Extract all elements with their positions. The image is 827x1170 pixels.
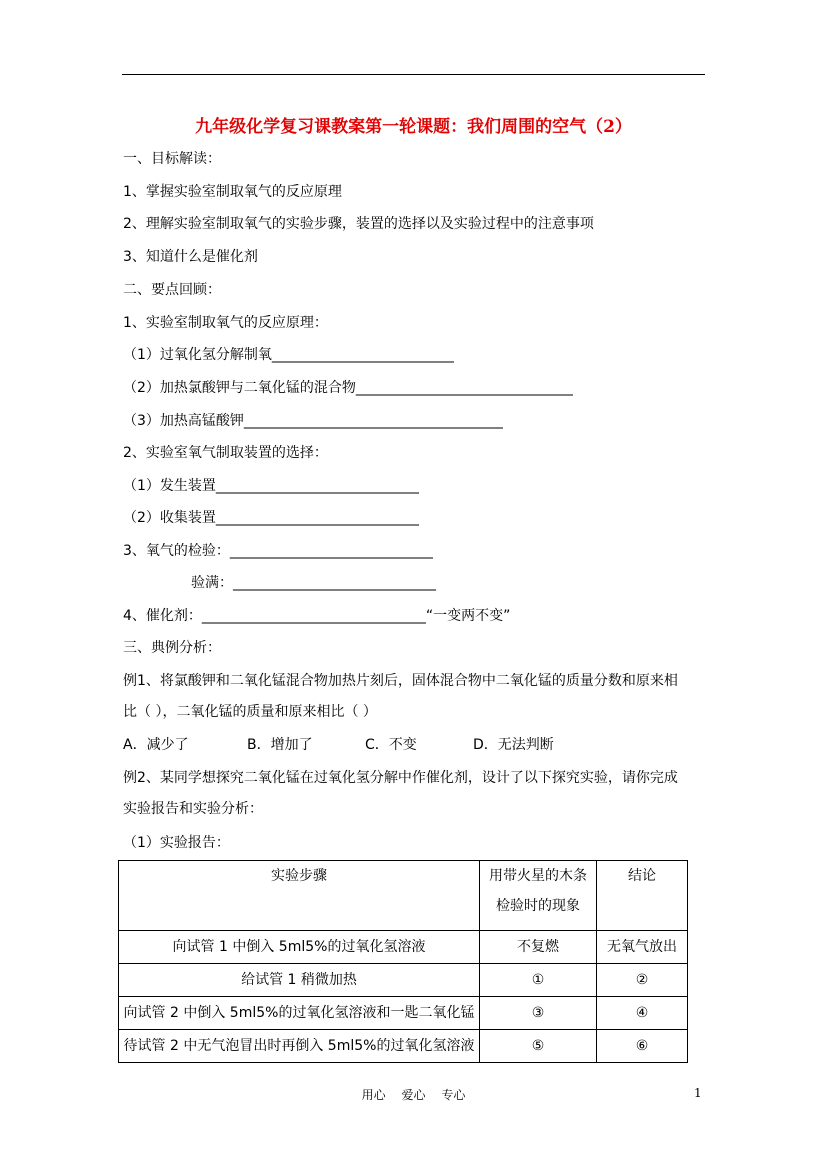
option-c: C．不变 [365,737,417,753]
header-cell-conclusion: 结论 [597,861,688,931]
table-cell-phenomenon: ① [480,964,597,997]
example-2-line-2: 实验报告和实验分析： [123,801,263,817]
table-row [119,1030,688,1063]
review-subitem-1: （1）过氧化氢分解制氧__________________________ [123,347,454,363]
table-row [119,997,688,1030]
table-row [119,931,688,964]
section-goals-heading: 一、目标解读： [123,151,221,167]
table-header-row [119,861,688,931]
review-subitem-2: （2）加热氯酸钾与二氧化锰的混合物_______________________________ [123,380,573,396]
goal-item-3: 3、知道什么是催化剂 [123,249,258,265]
table-cell-step: 待试管 2 中无气泡冒出时再倒入 5ml5%的过氧化氢溶液 [119,1030,480,1063]
option-d: D．无法判断 [473,737,554,753]
goal-item-1: 1、掌握实验室制取氧气的反应原理 [123,184,342,200]
review-item-3: 3、氧气的检验：_____________________________ [123,543,433,559]
table-cell-phenomenon: 不复燃 [480,931,597,964]
footer-item-3: 专心 [441,1088,466,1102]
review-item-2: 2、实验室氧气制取装置的选择： [123,445,328,461]
page-number: 1 [694,1086,702,1100]
example-2-line-1: 例2、某同学想探究二氧化锰在过氧化氢分解中作催化剂，设计了以下探究实验，请你完成 [123,770,678,786]
header-cell-phenomenon: 用带火星的木条检验时的现象 [480,861,597,931]
table-cell-step: 向试管 1 中倒入 5ml5%的过氧化氢溶液 [119,931,480,964]
table-cell-conclusion: ④ [597,997,688,1030]
goal-item-2: 2、理解实验室制取氧气的实验步骤，装置的选择以及实验过程中的注意事项 [123,216,594,232]
table-cell-conclusion: ⑥ [597,1030,688,1063]
report-label: （1）实验报告： [123,835,230,851]
table-cell-step: 向试管 2 中倒入 5ml5%的过氧化氢溶液和一匙二氧化锰 [119,997,480,1030]
section-review-heading: 二、要点回顾： [123,282,221,298]
table-cell-conclusion: ② [597,964,688,997]
review-subitem-3: （3）加热高锰酸钾_____________________________________ [123,413,503,429]
section-examples-heading: 三、典例分析： [123,640,221,656]
table-cell-phenomenon: ⑤ [480,1030,597,1063]
example-1-line-2: 比（ ），二氧化锰的质量和原来相比（ ） [123,704,377,720]
footer-item-2: 爱心 [401,1088,426,1102]
review-item-1: 1、实验室制取氧气的反应原理： [123,315,328,331]
page-footer [0,1086,827,1103]
experiment-report-table [118,860,688,1063]
document-title: 九年级化学复习课教案第一轮课题：我们周围的空气（2） [195,117,632,137]
table-cell-phenomenon: ③ [480,997,597,1030]
option-b: B．增加了 [247,737,313,753]
review-item-4: 4、催化剂：________________________________“一变两不变” [123,608,511,624]
option-a: A．减少了 [123,737,189,753]
footer-item-1: 用心 [361,1088,386,1102]
review-subitem-generator: （1）发生装置_____________________________ [123,478,419,494]
header-rule [122,74,705,75]
header-cell-steps: 实验步骤 [119,861,480,931]
table-cell-step: 给试管 1 稍微加热 [119,964,480,997]
review-subitem-collector: （2）收集装置_____________________________ [123,510,419,526]
review-item-3-full-test: 验满：_____________________________ [191,575,436,591]
table-row [119,964,688,997]
example-1-line-1: 例1、将氯酸钾和二氧化锰混合物加热片刻后，固体混合物中二氧化锰的质量分数和原来相 [123,673,678,689]
table-cell-conclusion: 无氧气放出 [597,931,688,964]
